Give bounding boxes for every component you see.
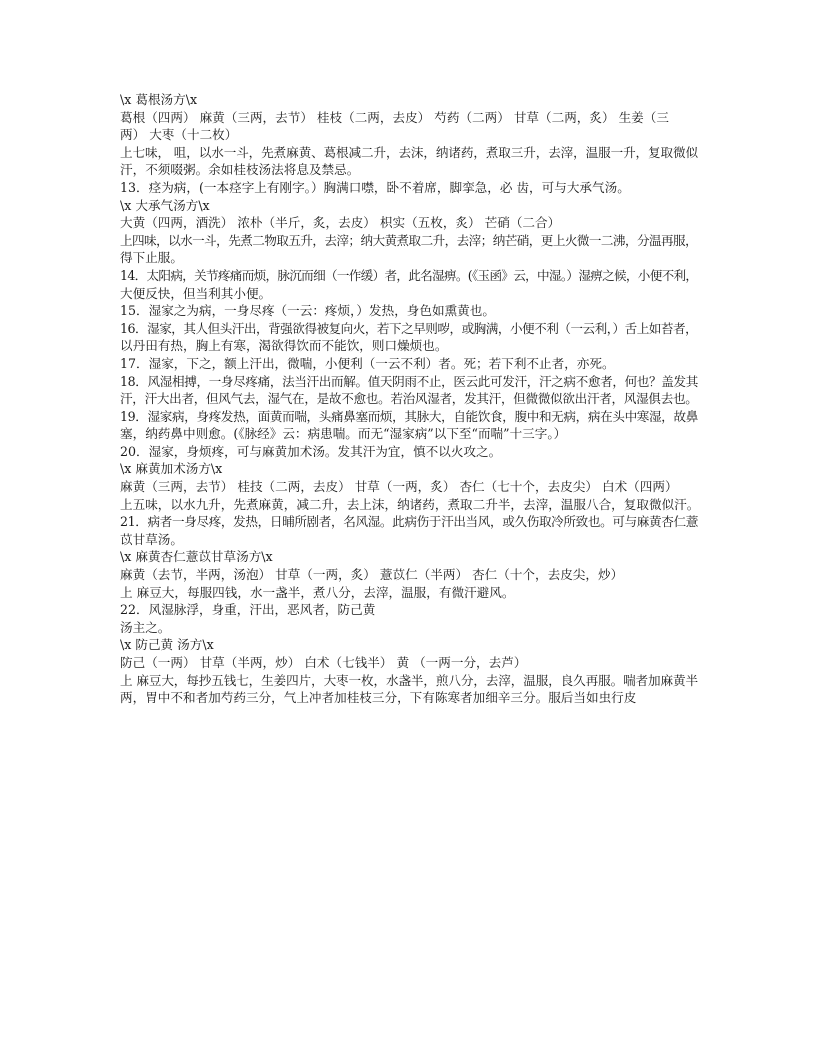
recipe-heading: \x 大承气汤方\x xyxy=(120,197,210,213)
text-line: 上五味，以水九升，先煮麻黄，减二升，去上沫，纳诸药，煮取二升半，去滓，温服八合，复取微似汗。 xyxy=(120,496,700,512)
text-line: 防己（一两） 甘草（半两，炒） 白术（七钱半） 黄 （一两一分，去芦） xyxy=(120,655,527,670)
text-line: 大便反快，但当利其小便。 xyxy=(120,285,272,301)
text-line: 20．湿家，身烦疼，可与麻黄加术汤。发其汗为宜，慎不以火攻之。 xyxy=(120,443,502,459)
text-line: 19．湿家病，身疼发热，面黄而喘，头痛鼻塞而烦，其脉大，自能饮食，腹中和无病，病在头中寒湿，故鼻 xyxy=(120,408,698,424)
text-line: 麻黄（去节，半两，汤泡） 甘草（一两，炙） 薏苡仁（半两） 杏仁（十个，去皮尖，炒） xyxy=(120,567,624,583)
text-line: 21．病者一身尽疼，发热，日晡所剧者，名风湿。此病伤于汗出当风，或久伤取冷所致也。可与麻黄杏仁薏 xyxy=(120,514,698,530)
text-line: 葛根（四两） 麻黄（三两，去节） 桂枝（二两，去皮） 芍药（二两） 甘草（二两，炙） 生姜（三 xyxy=(120,109,669,125)
text-line: 22．风湿脉浮，身重，汗出，恶风者，防己黄 xyxy=(120,602,376,618)
text-line: 以丹田有热，胸上有寒，渴欲得饮而不能饮，则口燥烦也。 xyxy=(120,338,448,354)
text-line: 两） 大枣（十二枚） xyxy=(120,127,238,143)
text-line: 两，胃中不和者加芍药三分，气上冲者加桂枝三分，下有陈寒者加细辛三分。服后当如虫行皮 xyxy=(120,690,637,706)
text-line: 上 麻豆大，每服四钱，水一盏半，煮八分，去滓，温服，有微汗避风。 xyxy=(120,584,515,600)
recipe-heading: \x 葛根汤方\x xyxy=(120,92,198,107)
text-line: 14．太阳病，关节疼痛而烦，脉沉而细（一作缓）者，此名湿痹。(《玉函》云，中湿。）湿痹之候，小便不利， xyxy=(120,267,698,283)
document-page xyxy=(120,91,700,707)
text-line: 13．痉为病，(一本痉字上有刚字。）胸满口噤，卧不着席，脚挛急，必 齿，可与大承气汤。 xyxy=(120,179,630,195)
text-line: 汗，不须啜粥。余如桂枝汤法将息及禁忌。 xyxy=(120,162,360,178)
text-line: 塞，纳药鼻中则愈。(《脉经》云：病患喘。而无“湿家病”以下至“而喘”十三字。） xyxy=(120,426,567,442)
recipe-heading: \x 麻黄加术汤方\x xyxy=(120,461,223,477)
text-line: 17．湿家，下之，额上汗出，微喘，小便利（一云不利）者。死；若下利不止者，亦死。 xyxy=(120,355,615,371)
text-line: 上四味，以水一斗，先煮二物取五升，去滓；纳大黄煮取二升，去滓；纳芒硝，更上火微一二沸，分温再服， xyxy=(120,232,698,248)
text-line: 苡甘草汤。 xyxy=(120,531,183,547)
text-line: 18．风湿相搏，一身尽疼痛，法当汗出而解。值天阴雨不止，医云此可发汗，汗之病不愈者，何也？盖发其 xyxy=(120,373,698,389)
recipe-heading: \x 防己黄 汤方\x xyxy=(120,637,214,653)
text-line: 上 麻豆大，每抄五钱七，生姜四片，大枣一枚，水盏半，煎八分，去滓，温服，良久再服。喘者加麻黄半 xyxy=(120,672,698,688)
text-line: 大黄（四两，酒洗） 浓朴（半斤，炙，去皮） 枳实（五枚，炙） 芒硝（二合） xyxy=(120,215,561,231)
text-line: 15．湿家之为病，一身尽疼（一云：疼烦，）发热，身色如熏黄也。 xyxy=(120,303,495,319)
text-line: 汗，汗大出者，但风气去，湿气在，是故不愈也。若治风湿者，发其汗，但微微似欲出汗者，风湿俱去也。 xyxy=(120,391,698,407)
text-line: 麻黄（三两，去节） 桂技（二两，去皮） 甘草（一两，炙） 杏仁（七十个，去皮尖） 白术（四两） xyxy=(120,479,678,495)
text-line: 得下止服。 xyxy=(120,250,183,266)
text-line: 上七味， 咀，以水一斗，先煮麻黄、葛根减二升，去沫，纳诸药，煮取三升，去滓，温服一升，复取微似 xyxy=(120,144,698,160)
text-line: 16．湿家，其人但头汗出，背强欲得被复向火，若下之早则哕，或胸满，小便不利（一云利，）舌上如苔者， xyxy=(120,320,698,336)
text-line: 汤主之。 xyxy=(120,619,171,635)
recipe-heading: \x 麻黄杏仁薏苡甘草汤方\x xyxy=(120,549,273,565)
